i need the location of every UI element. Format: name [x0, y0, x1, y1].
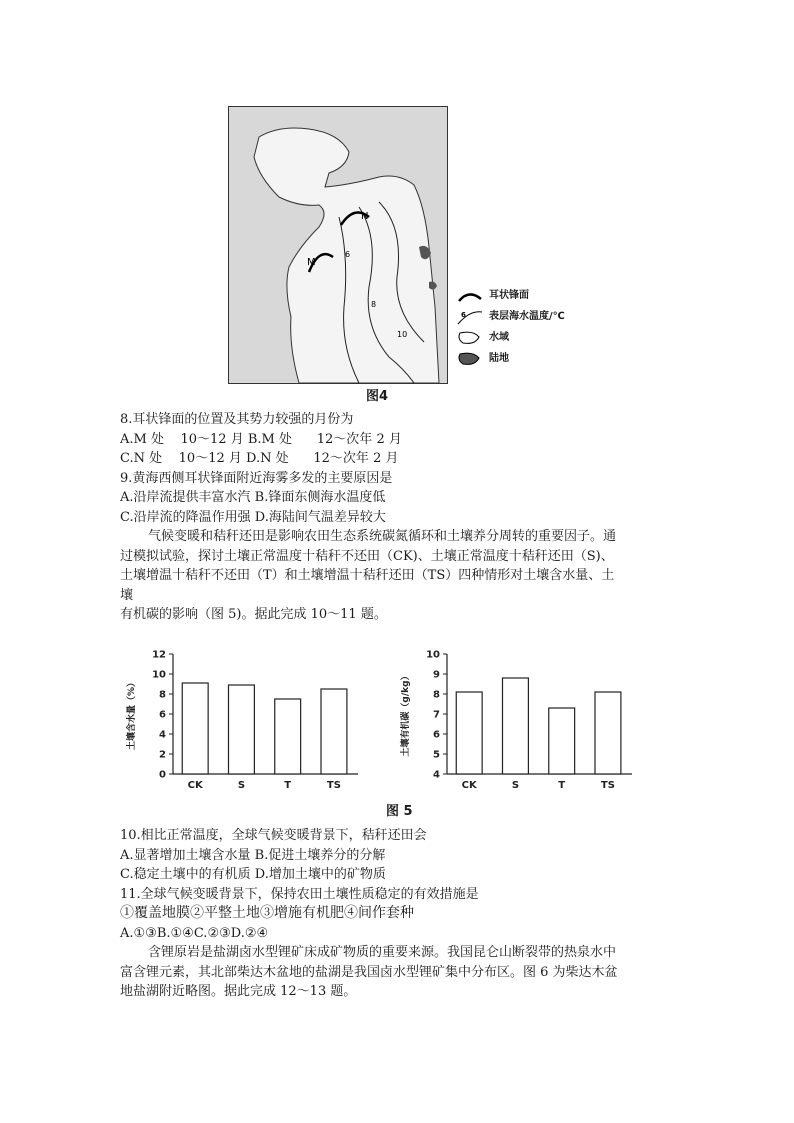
bar-s: [229, 685, 255, 774]
legend-label: 陆地: [489, 353, 509, 364]
y-tick-label: 7: [433, 709, 440, 721]
water-icon: [455, 329, 485, 347]
bar-ck: [182, 683, 208, 774]
q9-options-1: A.沿岸流提供丰富水汽 B.锋面东侧海水温度低: [120, 490, 386, 505]
legend-label: 水域: [489, 332, 509, 343]
x-tick-label: T: [284, 780, 292, 791]
y-tick-label: 5: [433, 749, 440, 761]
bar-t: [549, 708, 575, 774]
x-tick-label: CK: [461, 780, 477, 791]
question-block-1: [120, 410, 680, 625]
label-iso8: 8: [371, 300, 377, 309]
passage1-line: 土壤增温十秸秆不还田（T）和土壤增温十秸秆还田（TS）四种情形对土壤含水量、土: [120, 568, 615, 583]
q9-options-2: C.沿岸流的降温作用强 D.海陆间气温差异较大: [120, 509, 386, 525]
bar-ck: [456, 692, 482, 774]
question-block-2: [120, 826, 680, 1002]
land-icon: [455, 350, 485, 368]
q11-options: A.①③B.①④C.②③D.②④: [120, 925, 269, 941]
y-axis-label: 土壤含水量（%）: [127, 677, 137, 751]
bar-ts: [595, 692, 621, 774]
legend-label: 表层海水温度/℃: [489, 311, 565, 322]
isotherm-icon: [455, 308, 485, 326]
bar-s: [503, 678, 529, 774]
y-tick-label: 8: [159, 689, 166, 701]
y-tick-label: 12: [152, 649, 166, 661]
legend-item: [455, 327, 565, 348]
y-tick-label: 9: [433, 669, 440, 681]
passage1-line: 过模拟试验，探讨土壤正常温度十秸秆不还田（CK)、土壤正常温度十秸秆还田（S)、: [120, 548, 614, 564]
x-tick-label: S: [237, 780, 246, 791]
ear-front-icon: [455, 287, 485, 305]
q11-items: ①覆盖地膜②平整土地③增施有机肥④间作套种: [120, 905, 414, 921]
legend-label: 耳状锋面: [489, 290, 529, 301]
bar-t: [275, 699, 301, 774]
x-tick-label: TS: [326, 780, 341, 791]
figure5-caption: 图 5: [386, 804, 413, 819]
y-axis-label: 土壤有机碳（g/kg）: [401, 671, 411, 757]
legend-item: [455, 285, 565, 306]
legend-item: [455, 306, 565, 327]
q8-options-2: C.N 处 10～12 月 D.N 处 12～次年 2 月: [120, 451, 399, 466]
x-tick-label: S: [511, 780, 520, 791]
label-iso6: 6: [345, 250, 351, 259]
passage2-line: 地盐湖附近略图。据此完成 12～13 题。: [120, 984, 357, 999]
y-tick-label: 0: [159, 769, 166, 781]
y-tick-label: 6: [159, 709, 166, 721]
figure4-legend: [455, 285, 565, 369]
passage1-line: 气候变暖和秸秆还田是影响农田生态系统碳氮循环和土壤养分周转的重要因子。通: [148, 529, 617, 544]
figure4-map: [228, 106, 448, 384]
x-tick-label: T: [558, 780, 566, 791]
q9-stem: 9.黄海西侧耳状锋面附近海雾多发的主要原因是: [120, 470, 393, 486]
x-tick-label: TS: [600, 780, 615, 791]
bar-ts: [321, 689, 347, 774]
q10-stem: 10.相比正常温度，全球气候变暖背景下，秸秆还田会: [120, 828, 427, 843]
soil-moisture-chart: [118, 642, 368, 802]
q8-options-1: A.M 处 10～12 月 B.M 处 12～次年 2 月: [120, 431, 402, 447]
y-tick-label: 4: [433, 769, 440, 781]
x-tick-label: CK: [187, 780, 203, 791]
q10-options-1: A.显著增加土壤含水量 B.促进土壤养分的分解: [120, 847, 386, 863]
figure4-caption: 图4: [366, 389, 389, 404]
q10-options-2: C.稳定土壤中的有机质 D.增加土壤中的矿物质: [120, 867, 386, 882]
svg-text:6: 6: [461, 310, 466, 319]
q8-stem: 8.耳状锋面的位置及其势力较强的月份为: [120, 412, 354, 427]
y-tick-label: 8: [433, 689, 440, 701]
passage1-line: 有机碳的影响（图 5)。据此完成 10～11 题。: [120, 607, 387, 622]
label-iso10: 10: [397, 330, 408, 339]
soil-organic-carbon-chart: [392, 642, 642, 802]
y-tick-label: 4: [159, 729, 166, 741]
label-n: N: [361, 211, 369, 222]
y-tick-label: 10: [426, 649, 440, 661]
label-m: M: [307, 257, 316, 268]
y-tick-label: 10: [152, 669, 166, 681]
y-tick-label: 6: [433, 729, 440, 741]
passage1-line: 壤: [120, 587, 134, 603]
legend-item: [455, 348, 565, 369]
q11-stem: 11.全球气候变暖背景下，保持农田土壤性质稳定的有效措施是: [120, 886, 479, 902]
passage2-line: 富含锂元素，其北部柴达木盆地的盐湖是我国卤水型锂矿集中分布区。图 6 为柴达木盆: [120, 964, 618, 980]
y-tick-label: 2: [159, 749, 166, 761]
passage2-line: 含锂原岩是盐湖卤水型锂矿床成矿物质的重要来源。我国昆仑山断裂带的热泉水中: [148, 945, 617, 960]
